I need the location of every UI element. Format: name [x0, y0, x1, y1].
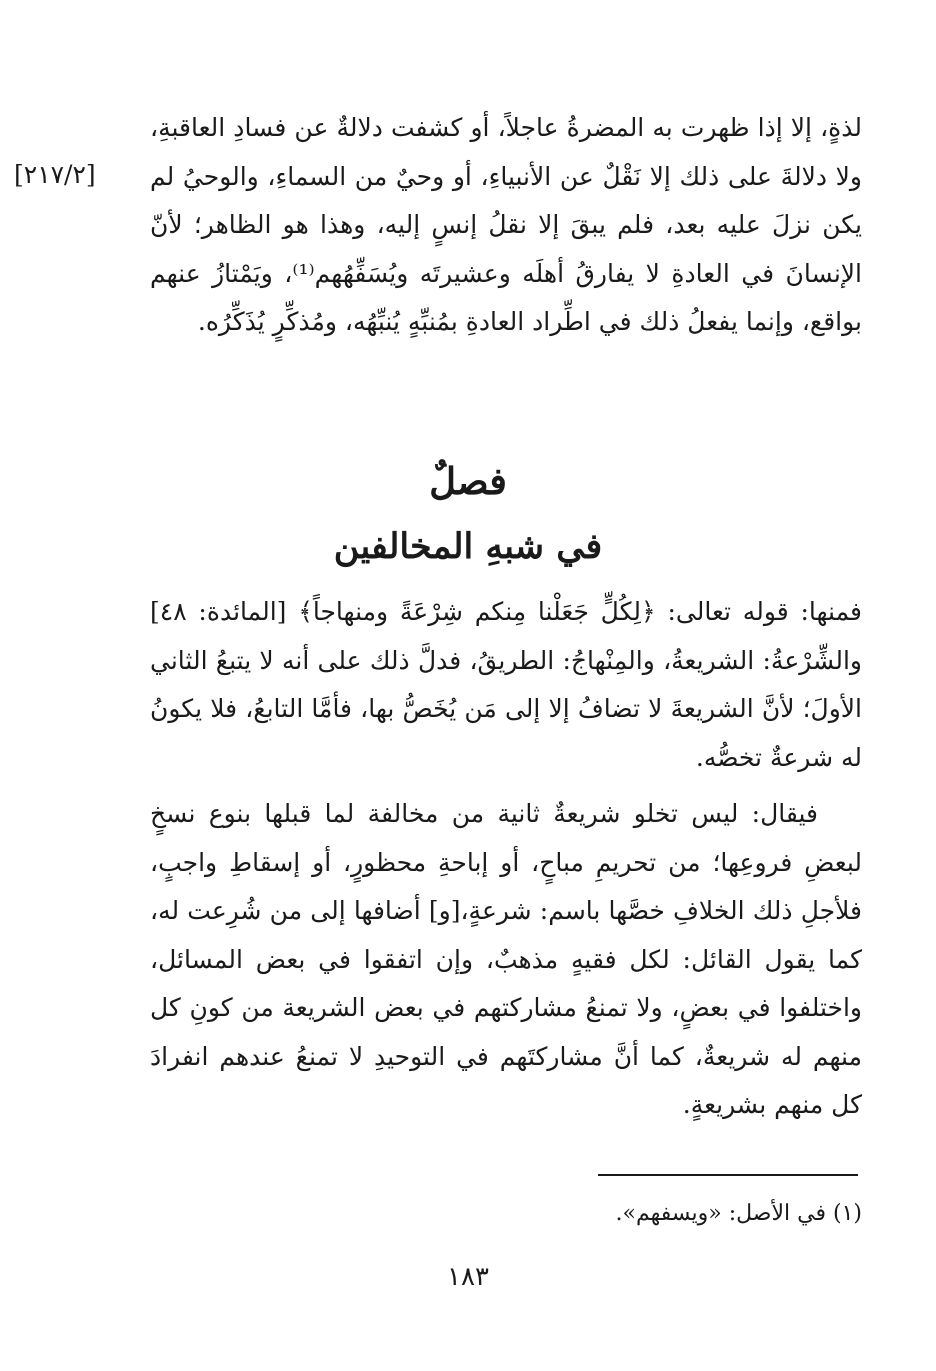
- paragraph-2-block: [150, 588, 862, 782]
- footnote: (١) في الأصل: «ويسفهم».: [615, 1201, 862, 1226]
- paragraph-2: فمنها: قوله تعالى: ﴿لِكُلٍّ جَعَلْنا مِنكم شِرْعَةً ومنهاجاً﴾ [المائدة: ٤٨] والشِّرْعةُ: الشريعةُ، والمِنْهاجُ: الطريقُ، فدلَّ ذلك على أنه لا يتبعُ الثاني الأولَ؛ لأنَّ الشريعةَ لا تضافُ إلا إلى مَن يُخَصُّ بها، فأمَّا التابعُ، فلا يكونُ له شرعةٌ تخصُّه.: [150, 597, 862, 772]
- paragraph-3: فيقال: ليس تخلو شريعةٌ ثانية من مخالفة لما قبلها بنوع نسخٍ لبعضِ فروعِها؛ من تحريمِ مباحٍ، أو إباحةِ محظورٍ، أو إسقاطِ واجبٍ، فلأجلِ ذلك الخلافِ خصَّها باسم: شرعةٍ،[و] أضافها إلى من شُرِعت له، كما يقول القائل: لكل فقيهٍ مذهبٌ، وإن اتفقوا في بعض المسائل، واختلفوا في بعضٍ، ولا تمنعُ مشاركتهم في بعض الشريعة من كونِ كل منهم له شريعةٌ، كما أنَّ مشاركتَهم في التوحيدِ لا تمنعُ عندهم انفرادَ كل منهم بشريعةٍ.: [150, 799, 862, 1119]
- paragraph-1-block: [150, 104, 862, 347]
- paragraph-3-block: [150, 790, 862, 1130]
- margin-reference: [٢١٧/٢]: [14, 160, 96, 189]
- page-number: ١٨٣: [447, 1262, 489, 1292]
- section-heading: فصلٌ: [429, 459, 507, 503]
- paragraph-1: لذةٍ، إلا إذا ظهرت به المضرةُ عاجلاً، أو كشفت دلالةٌ عن فسادِ العاقبةِ، ولا دلالةَ على ذلك إلا نَقْلٌ عن الأنبياءِ، أو وحيٌ من السماءِ، والوحيُ لم يكن نزلَ عليه بعد، فلم يبقَ إلا نقلُ إنسٍ إليه، وهذا هو الظاهر؛ لأنّ الإنسانَ في العادةِ لا يفارقُ أهلَه وعشيرتَه ويُسَفِّهُهم⁽¹⁾، ويَمْتازُ عنهم بواقع، وإنما يفعلُ ذلك في اطِّراد العادةِ بمُنبِّهٍ يُنبِّهُه، ومُذكِّرٍ يُذَكِّرُه.: [150, 113, 862, 336]
- section-subheading: في شبهِ المخالفين: [333, 526, 603, 567]
- footnote-divider: [598, 1174, 858, 1176]
